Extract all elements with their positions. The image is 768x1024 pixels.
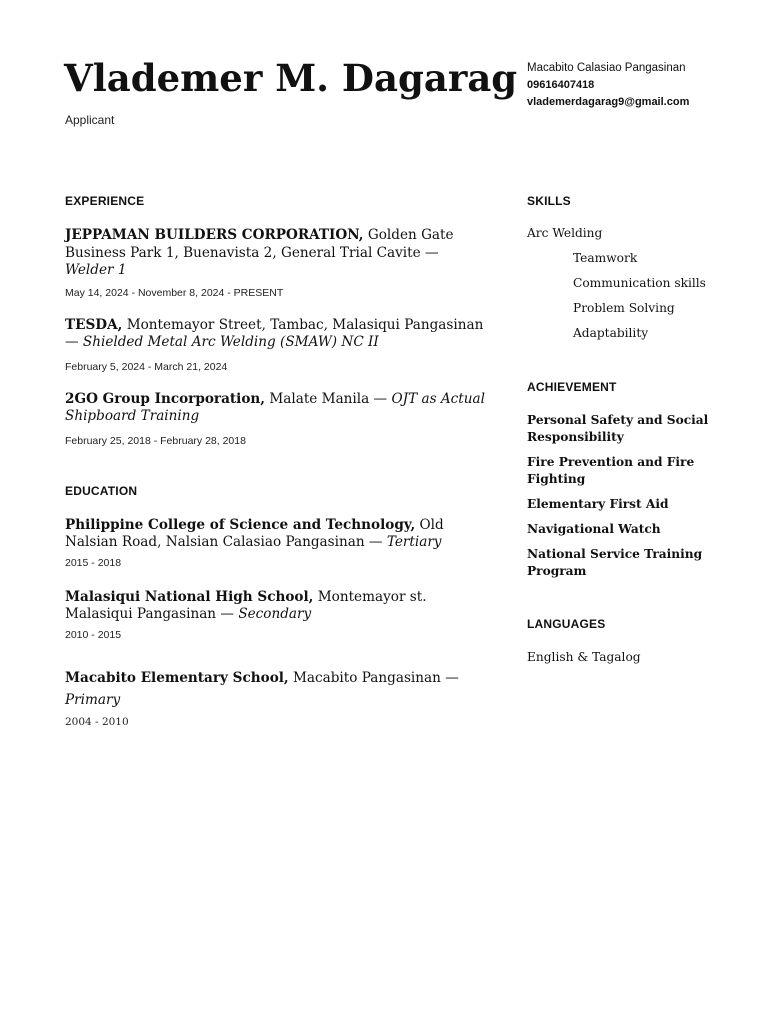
applicant-role: Applicant xyxy=(65,113,115,127)
education-entry xyxy=(65,589,490,641)
entry-org: Macabito Elementary School, xyxy=(65,669,289,686)
skill-item: Adaptability xyxy=(573,326,649,340)
entry-org: TESDA, xyxy=(65,316,123,333)
skill-item: Teamwork xyxy=(573,251,638,265)
skill-item: Problem Solving xyxy=(573,301,675,315)
experience-entry xyxy=(65,391,490,447)
entry-org: Philippine College of Science and Technology, xyxy=(65,516,416,533)
entry-dates: 2015 - 2018 xyxy=(65,556,122,569)
entry-heading xyxy=(65,667,490,711)
contact-phone: 09616407418 xyxy=(527,79,595,91)
languages-section xyxy=(527,617,717,666)
entry-heading xyxy=(65,589,490,624)
achievement-item: Navigational Watch xyxy=(527,522,661,536)
entry-dates: May 14, 2024 - November 8, 2024 - PRESENT xyxy=(65,286,284,299)
applicant-name: Vlademer M. Dagarag xyxy=(64,56,518,100)
education-section xyxy=(65,484,490,728)
achievement-item: National Service Training Program xyxy=(527,547,703,578)
achievement-title: ACHIEVEMENT xyxy=(527,380,617,394)
entry-dates: 2010 - 2015 xyxy=(65,628,122,641)
education-title: EDUCATION xyxy=(65,483,138,498)
contact-address: Macabito Calasiao Pangasinan xyxy=(527,62,686,74)
experience-entry xyxy=(65,227,490,299)
entry-location: Montemayor st. Malasiqui Pangasinan — xyxy=(65,588,427,622)
entry-location: Golden Gate Business Park 1, Buenavista 2, General Trial Cavite — xyxy=(65,227,454,261)
skills-title: SKILLS xyxy=(527,194,571,208)
entry-dates: 2004 - 2010 xyxy=(65,715,129,728)
entry-heading xyxy=(65,517,490,552)
entry-heading xyxy=(65,317,490,352)
entry-dates: February 25, 2018 - February 28, 2018 xyxy=(65,434,246,447)
skills-section xyxy=(527,194,717,342)
achievement-list xyxy=(527,412,717,580)
entry-org: Malasiqui National High School, xyxy=(65,588,314,605)
experience-entry xyxy=(65,317,490,373)
achievement-item: Personal Safety and Social Responsibility xyxy=(527,413,709,444)
achievement-section xyxy=(527,380,717,580)
entry-dates: February 5, 2024 - March 21, 2024 xyxy=(65,360,228,373)
entry-org: JEPPAMAN BUILDERS CORPORATION, xyxy=(65,227,364,243)
entry-position: Shielded Metal Arc Welding (SMAW) NC II xyxy=(82,334,379,350)
entry-heading xyxy=(65,227,490,280)
entry-position: Welder 1 xyxy=(65,262,127,278)
achievement-item: Elementary First Aid xyxy=(527,497,669,511)
entry-heading xyxy=(65,391,490,426)
entry-position: Secondary xyxy=(238,606,312,622)
contact-info xyxy=(527,60,689,111)
entry-position: Primary xyxy=(65,691,121,708)
education-entry xyxy=(65,667,490,728)
languages-title: LANGUAGES xyxy=(527,617,606,631)
left-column xyxy=(65,194,490,728)
entry-location: Malate Manila — xyxy=(265,390,392,407)
entry-location: Old Nalsian Road, Nalsian Calasiao Pangasinan — xyxy=(65,516,444,550)
entry-position: Tertiary xyxy=(386,534,442,550)
skill-item: Arc Welding xyxy=(527,226,603,240)
entry-location: Macabito Pangasinan — xyxy=(288,669,459,686)
experience-section xyxy=(65,194,490,447)
right-column xyxy=(527,194,717,666)
skill-item: Communication skills xyxy=(573,276,706,290)
skills-list xyxy=(527,225,717,342)
language-item: English & Tagalog xyxy=(527,650,641,664)
entry-location: Montemayor Street, Tambac, Malasiqui Pangasinan — xyxy=(65,316,484,350)
languages-list xyxy=(527,649,717,666)
entry-position: OJT as Actual Shipboard Training xyxy=(65,390,485,424)
entry-org: 2GO Group Incorporation, xyxy=(65,390,266,407)
achievement-item: Fire Prevention and Fire Fighting xyxy=(527,455,695,486)
contact-email: vlademerdagarag9@gmail.com xyxy=(527,96,690,108)
experience-title: EXPERIENCE xyxy=(65,194,145,208)
education-entry xyxy=(65,517,490,569)
